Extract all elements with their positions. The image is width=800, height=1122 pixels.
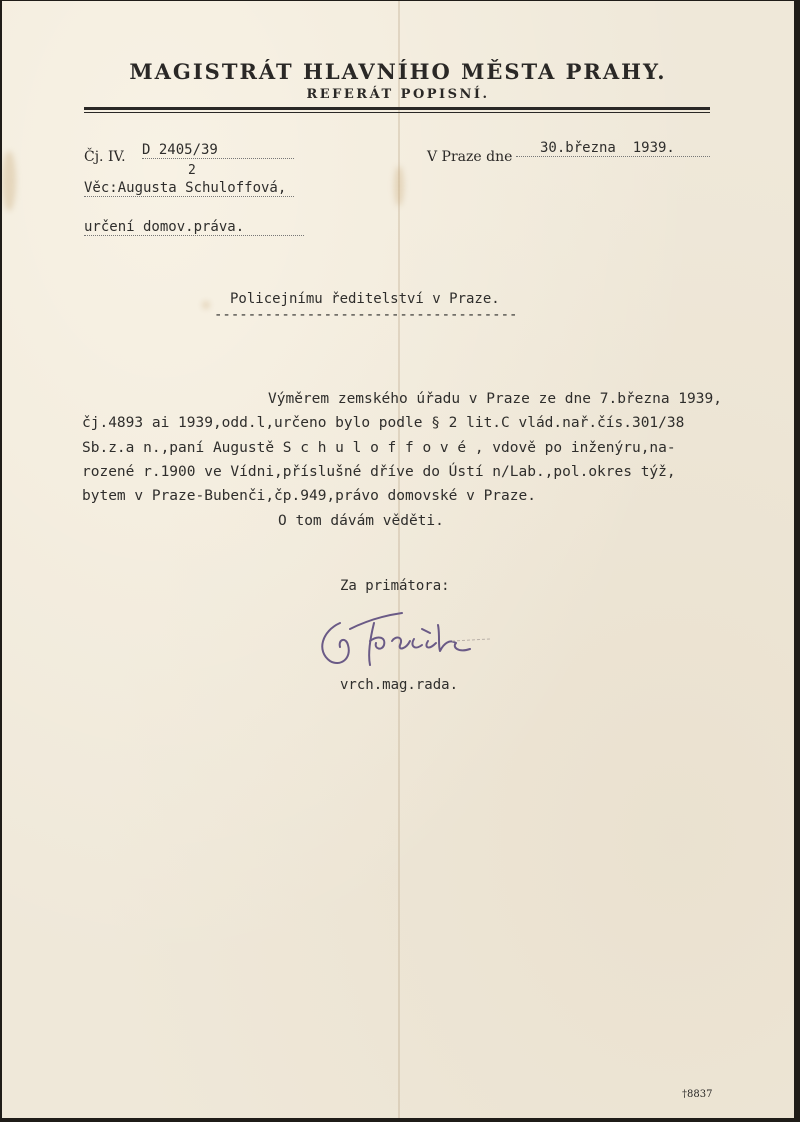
paper-stain bbox=[2, 151, 16, 211]
closing-on-behalf: Za primátora: bbox=[340, 578, 450, 594]
document-page bbox=[2, 1, 794, 1118]
signatory-title: vrch.mag.rada. bbox=[340, 677, 459, 693]
body-line-3: Sb.z.a n.,paní Augustě S c h u l o f f o v é , vdově po inženýru,na- bbox=[82, 440, 676, 456]
body-line-1: Výměrem zemského úřadu v Praze ze dne 7.března 1939, bbox=[268, 391, 722, 407]
subject-line-1: Věc:Augusta Schuloffová, bbox=[84, 180, 294, 197]
reference-number: D 2405/39 bbox=[142, 142, 294, 159]
document-date: 30.března 1939. bbox=[516, 140, 710, 157]
letterhead-subtitle: REFERÁT POPISNÍ. bbox=[306, 87, 490, 102]
handwritten-signature bbox=[310, 601, 500, 681]
letterhead-title: MAGISTRÁT HLAVNÍHO MĚSTA PRAHY. bbox=[129, 59, 667, 84]
body-line-6: O tom dávám věděti. bbox=[278, 513, 444, 529]
archive-number: †8837 bbox=[682, 1089, 713, 1100]
body-line-5: bytem v Praze-Bubenči,čp.949,právo domovské v Praze. bbox=[82, 488, 536, 504]
body-line-2: čj.4893 ai 1939,odd.l,určeno bylo podle § 2 lit.C vlád.nař.čís.301/38 bbox=[82, 415, 685, 431]
letterhead-rule bbox=[84, 107, 710, 110]
addressee: Policejnímu ředitelství v Praze. bbox=[230, 291, 500, 307]
addressee-underline: ------------------------------------ bbox=[214, 307, 518, 323]
letterhead-rule-thin bbox=[84, 112, 710, 113]
reference-label: Čj. IV. bbox=[84, 149, 126, 165]
paper-stain bbox=[202, 301, 210, 309]
body-line-4: rozené r.1900 ve Vídni,příslušné dříve do Ústí n/Lab.,pol.okres týž, bbox=[82, 464, 676, 480]
place-date-label: V Praze dne bbox=[427, 149, 513, 165]
reference-sub-number: 2 bbox=[188, 163, 196, 178]
paper-stain bbox=[394, 166, 404, 206]
subject-line-2: určení domov.práva. bbox=[84, 219, 304, 236]
